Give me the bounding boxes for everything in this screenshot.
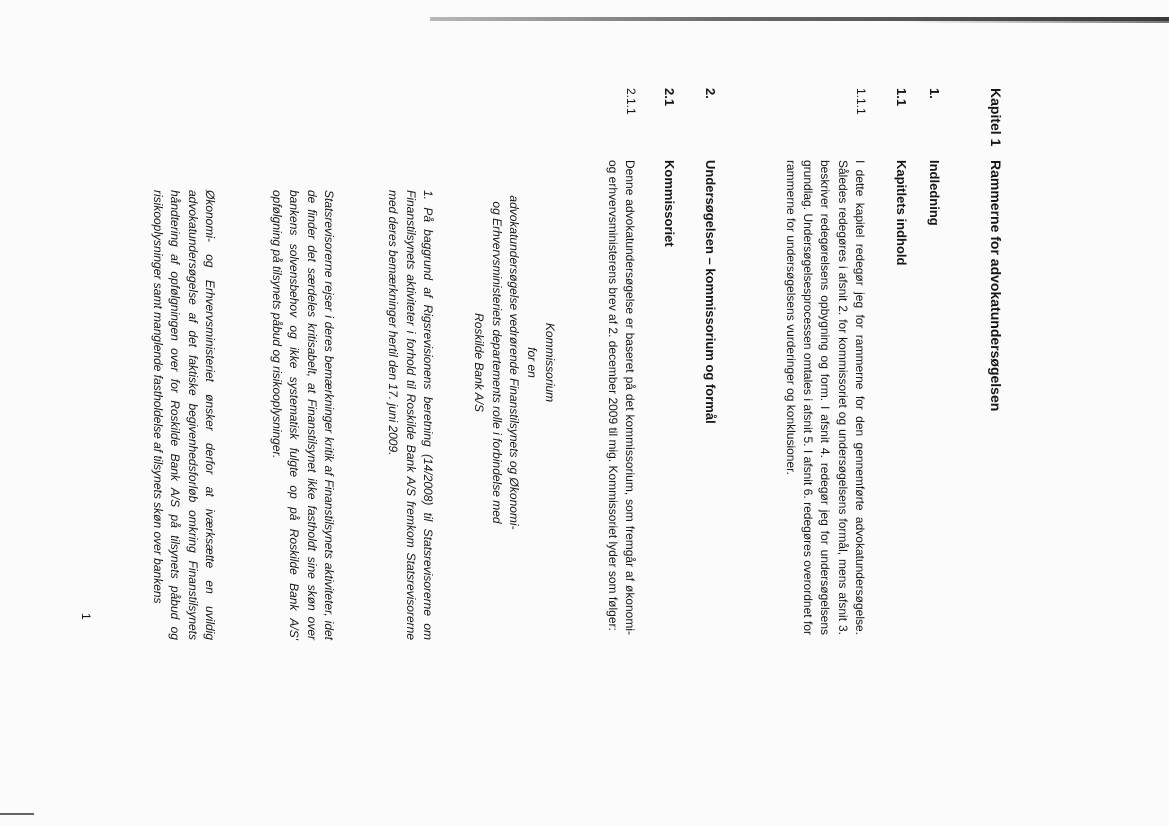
- commission-heading: advokatundersøgelse vedrørende Finanstilsynets og Økonomi- og Erhvervsministeriets departements rolle i forbindelse med Roskilde Bank A/S: [472, 195, 521, 530]
- section-number: 1.1: [894, 88, 909, 107]
- paragraph-number: 2.1.1: [624, 88, 638, 115]
- body-paragraph: Denne advokatundersøgelse er baseret på det kommissorium, som fremgår af økonomi- og erhvervsministerens brev af 2. december 2009 til mig. Kommissoriet lyder som følger:: [605, 160, 637, 635]
- chapter-label: Kapitel 1: [988, 88, 1004, 147]
- commission-paragraph: Økonomi- og Erhvervsministeriet ønsker derfor at iværksætte en uvildig advokatundersøgelse af det faktiske begivenhedsforløb omkring Finanstilsynets håndtering af opfølgningen over for Roskilde Bank A/S på tilsynets påbud og risikooplysninger samt manglende fastholdelse af tilsynets skøn over bankens: [151, 190, 217, 640]
- chapter-title: Rammerne for advokatundersøgelsen: [988, 160, 1004, 412]
- section-number: 2.: [703, 88, 718, 99]
- commission-heading: Kommissorium: [543, 322, 557, 403]
- commission-paragraph: Statsrevisorerne rejser i deres bemærkninger kritik af Finanstilsynets aktiviteter, idet de finder det særdeles kritisabelt, at Finanstilsynet ikke fastholdt sine skøn over bankens solvensbehov og ikke systematisk fulgte op på Roskilde Bank A/S' opfølgning på tilsynets påbud og risikooplysninger.: [270, 190, 336, 640]
- commission-paragraph: 1. På baggrund af Rigsrevisionens beretning (14/2008) til Statsrevisorerne om Finanstilsynets aktiviteter i forhold til Roskilde Bank A/S fremkom Statsrevisorerne med deres bemærkninger hertil den 17. juni 2009.: [386, 190, 435, 640]
- body-paragraph: I dette kapitel redegør jeg for rammerne for den gennemførte advokatundersøgelse. Således redegøres i afsnit 2. for kommissoriet og undersøgelsens formål, mens afsnit 3. beskriver redegørelsens opbygning og form. I afsnit 4. redegør jeg for undersøgelsens grundlag. Undersøgelsesprocessen omtales i afsnit 5. I afsnit 6. redegøres overordnet for rammerne for undersøgelsens vurderinger og konklusioner.: [783, 160, 867, 635]
- page-number: 1: [79, 613, 93, 620]
- section-number: 2.1: [662, 88, 677, 107]
- paragraph-number: 1.1.1: [854, 88, 868, 115]
- section-number: 1.: [927, 88, 942, 99]
- section-title: Kommissoriet: [662, 160, 677, 247]
- section-title: Undersøgelsen – kommissorium og formål: [703, 160, 718, 424]
- commission-heading: for en: [525, 347, 539, 378]
- section-title: Indledning: [927, 160, 942, 226]
- section-title: Kapitlets indhold: [894, 160, 909, 266]
